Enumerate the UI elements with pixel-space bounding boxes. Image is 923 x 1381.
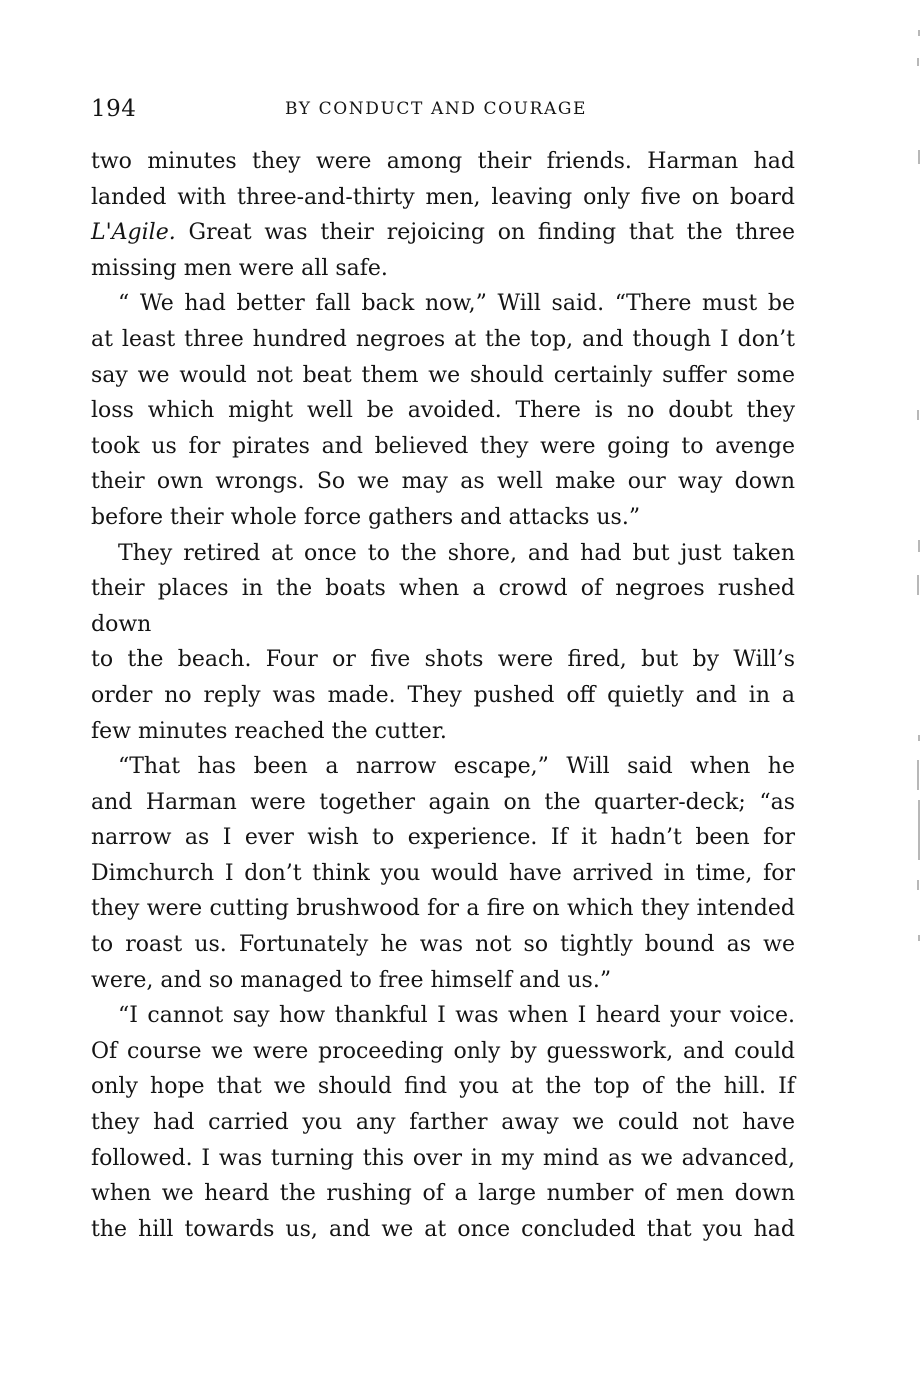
- text-line: the hill towards us, and we at once concluded that you had: [91, 1216, 795, 1242]
- paragraph-5: [91, 998, 795, 1247]
- text-line: few minutes reached the cutter.: [91, 718, 447, 744]
- scan-speck: [918, 540, 920, 552]
- scan-speck: [917, 575, 919, 595]
- scan-speck: [917, 58, 919, 66]
- paragraph-4: [91, 749, 795, 998]
- text-line: they had carried you any farther away we could not have: [91, 1110, 795, 1136]
- text-line: They retired at once to the shore, and had but just taken: [118, 540, 795, 566]
- text-line: to roast us. Fortunately he was not so tightly bound as we: [91, 932, 795, 958]
- page-number: 194: [91, 96, 137, 122]
- text-line: narrow as I ever wish to experience. If it hadn’t been for: [91, 825, 795, 851]
- text-line: to the beach. Four or five shots were fired, but by Will’s: [91, 647, 795, 673]
- text-line: loss which might well be avoided. There is no doubt they: [91, 398, 795, 424]
- text-line: Of course we were proceeding only by guesswork, and could: [91, 1038, 795, 1064]
- scan-speck: [918, 735, 920, 741]
- text-line: missing men were all safe.: [91, 255, 388, 281]
- text-line: followed. I was turning this over in my mind as we advanced,: [91, 1145, 795, 1171]
- text-line: say we would not beat them we should certainly suffer some: [91, 362, 795, 388]
- text-line: took us for pirates and believed they were going to avenge: [91, 433, 795, 459]
- text-line: only hope that we should find you at the top of the hill. If: [91, 1074, 795, 1100]
- text-line: when we heard the rushing of a large number of men down: [91, 1181, 795, 1207]
- ship-name: L'Agile.: [91, 220, 176, 246]
- scan-speck: [918, 800, 920, 860]
- text-line: “That has been a narrow escape,” Will said when he: [118, 754, 795, 780]
- text-line: they were cutting brushwood for a fire on which they intended: [91, 896, 795, 922]
- paragraph-3: [91, 536, 795, 750]
- text-line: and Harman were together again on the quarter-deck; “as: [91, 789, 795, 815]
- text-line: their own wrongs. So we may as well make our way down: [91, 469, 795, 495]
- text-line: their places in the boats when a crowd of negroes rushed down: [91, 576, 795, 637]
- text-line: before their whole force gathers and attacks us.”: [91, 504, 641, 530]
- text-line: two minutes they were among their friends. Harman had: [91, 149, 795, 174]
- text-line: at least three hundred negroes at the top, and though I don’t: [91, 326, 795, 352]
- text-line: were, and so managed to free himself and us.”: [91, 967, 612, 993]
- paragraph-2: [91, 286, 795, 535]
- scan-edge-artifacts: [915, 0, 923, 1381]
- text-line: Dimchurch I don’t think you would have arrived in time, for: [91, 860, 795, 886]
- scan-speck: [917, 760, 919, 790]
- scan-speck: [918, 30, 920, 36]
- text-line: “I cannot say how thankful I was when I heard your voice.: [118, 1003, 795, 1029]
- text-fragment: Great was their rejoicing on finding that the three: [175, 220, 795, 246]
- scan-speck: [918, 150, 920, 164]
- paragraph-1: [91, 144, 795, 286]
- page-header: [91, 92, 797, 126]
- running-head: BY CONDUCT AND COURAGE: [285, 99, 588, 119]
- text-line: order no reply was made. They pushed off quietly and in a: [91, 682, 795, 708]
- scan-speck: [917, 880, 919, 890]
- scan-speck: [917, 410, 919, 420]
- text-line: [91, 215, 795, 251]
- text-line: “ We had better fall back now,” Will said. “There must be: [118, 291, 795, 317]
- body-text: [91, 144, 795, 1247]
- scan-speck: [918, 935, 920, 941]
- text-line: landed with three-and-thirty men, leaving only five on board: [91, 184, 795, 210]
